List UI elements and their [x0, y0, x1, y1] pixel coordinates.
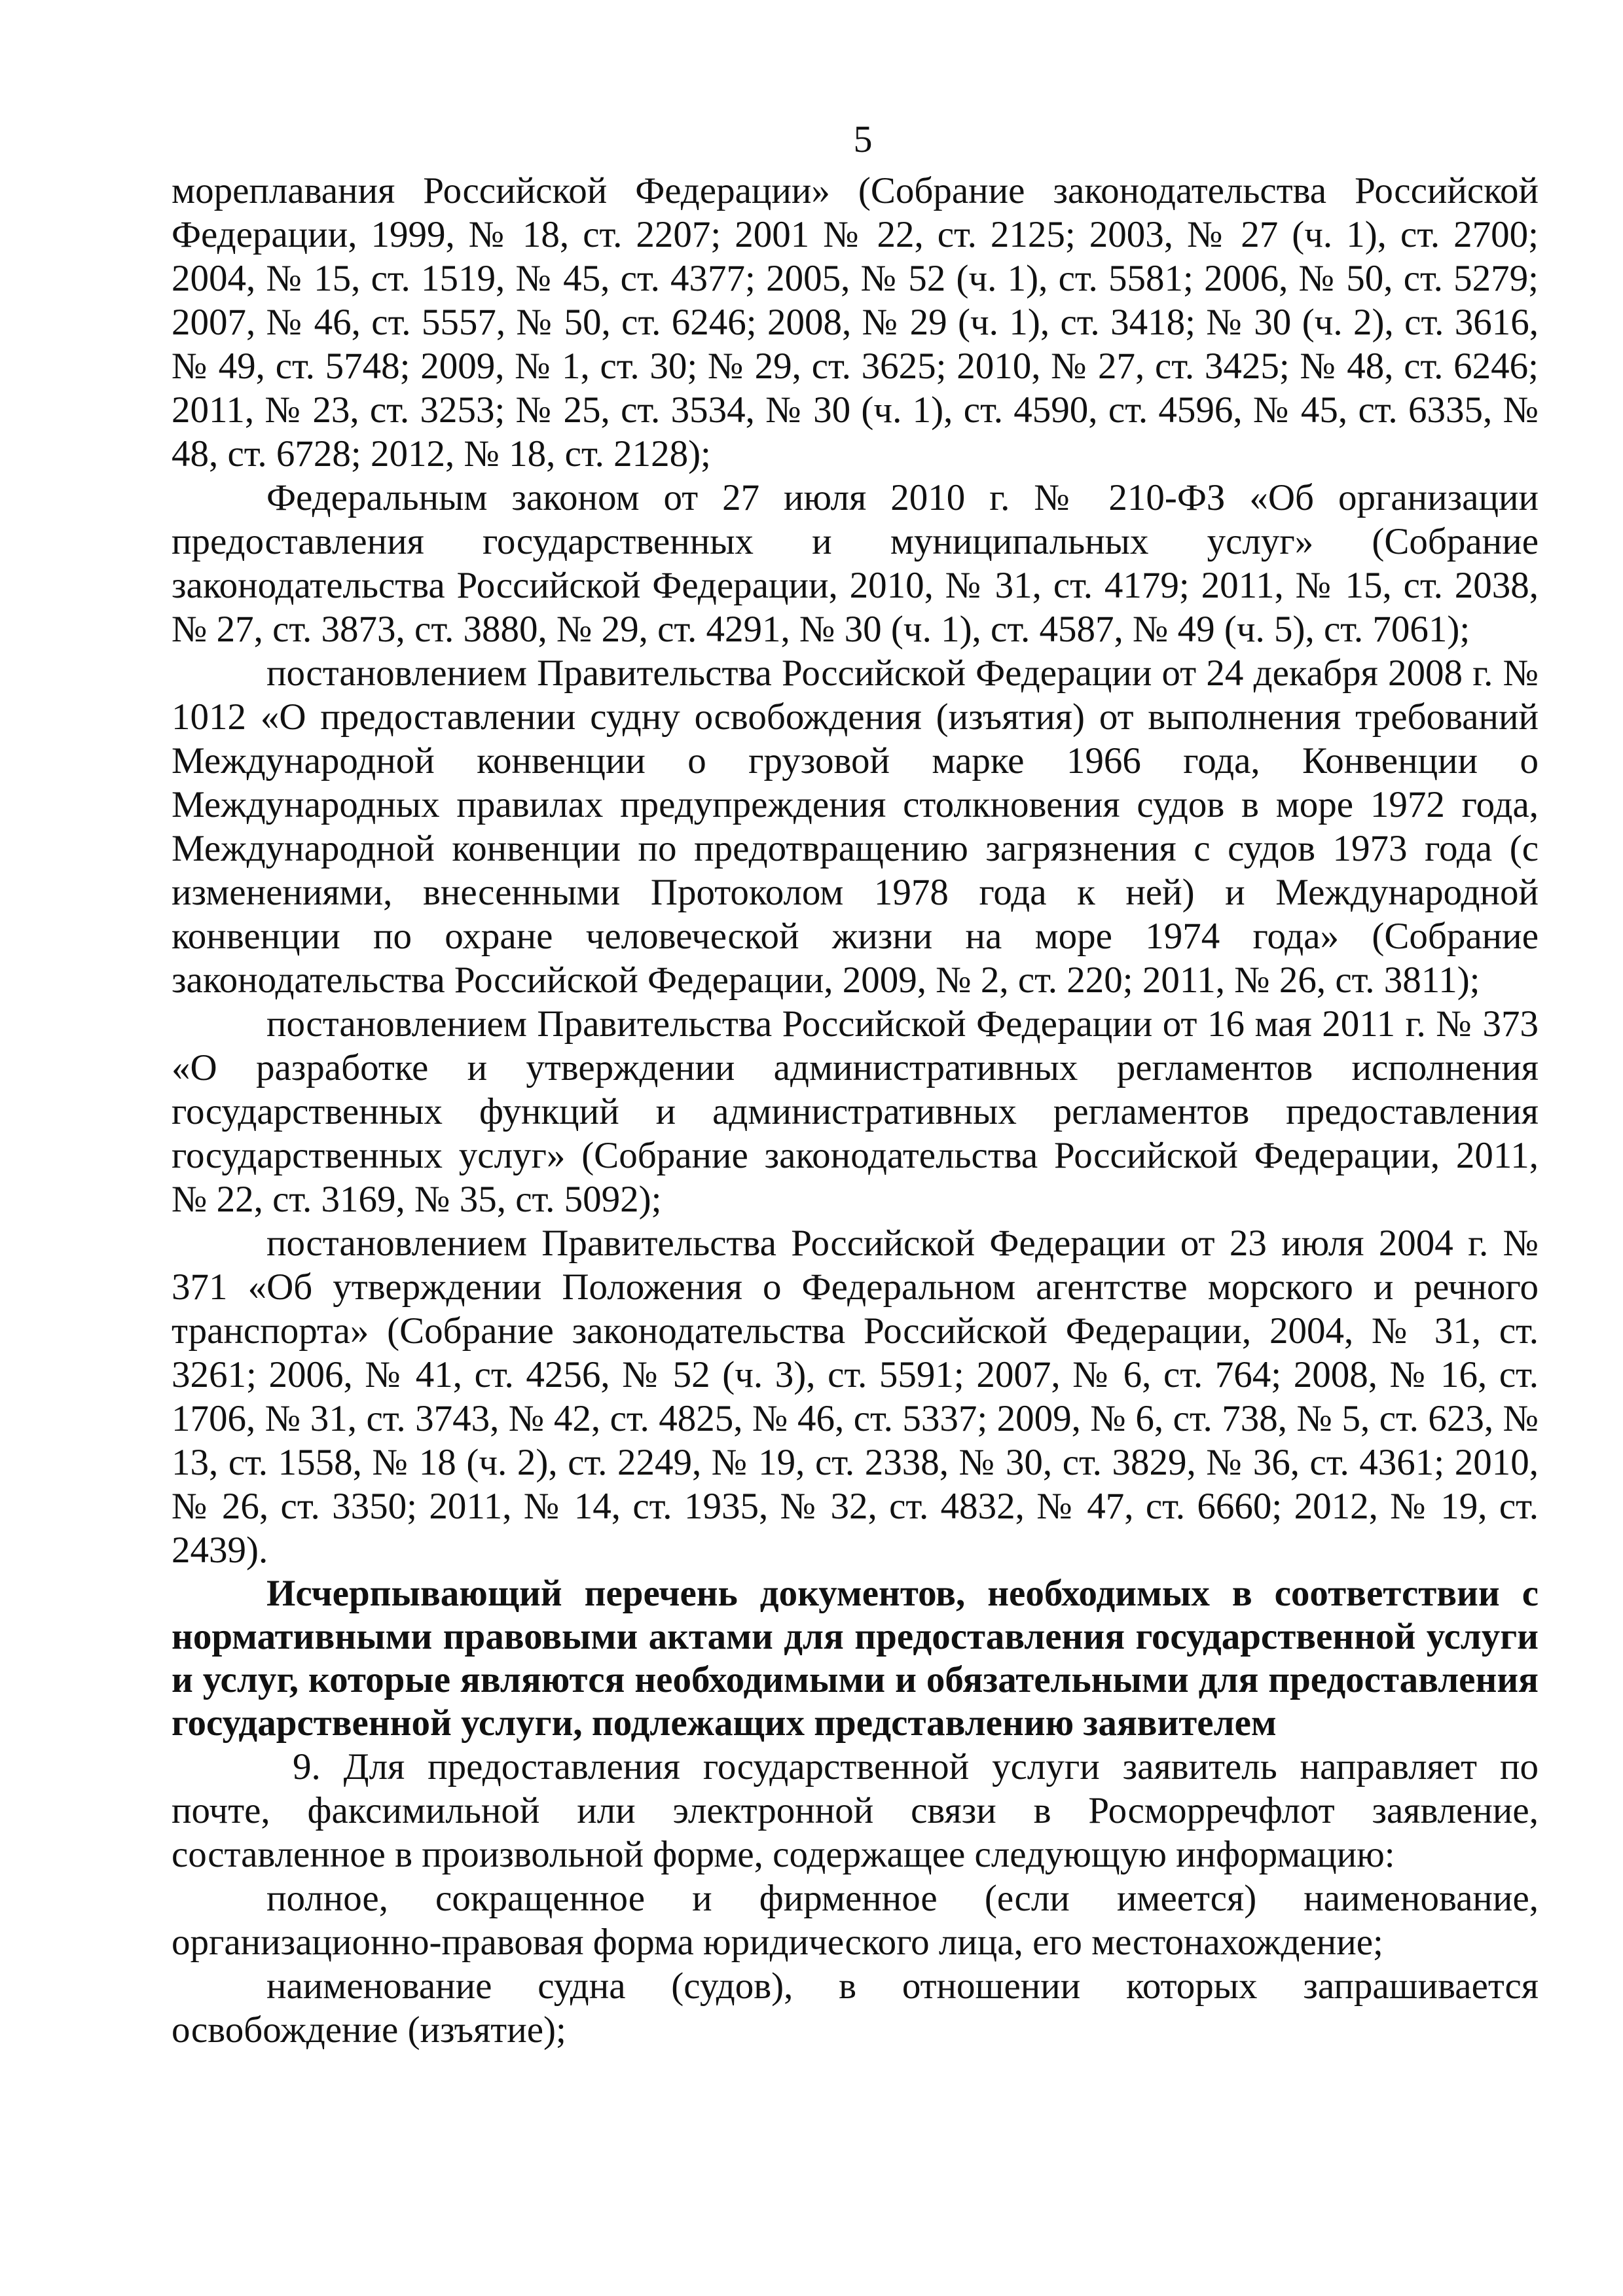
paragraph-resolution-1012: постановлением Правительства Российской Федерации от 24 декабря 2008 г. № 1012 «О предоставлении судну освобождения (изъятия) от выполнения требований Международной конвенции о грузовой марке 1966 года, Конвенции о Международных правилах предупреждения столкновения судов в море 1972 года, Международной конвенции по предотвращению загрязнения с судов 1973 года (с изменениями, внесенными Протоколом 1978 года к ней) и Международной конвенции по охране человеческой жизни на море 1974 года» (Собрание законодательства Российской Федерации, 2009, № 2, ст. 220; 2011, № 26, ст. 3811); [172, 653, 1539, 1001]
paragraph-item-9: 9. Для предоставления государственной услуги заявитель направляет по почте, факсимильной или электронной связи в Росморречфлот заявление, составленное в произвольной форме, содержащее следующую информацию: [172, 1746, 1539, 1875]
page-number: 5 [853, 118, 873, 160]
paragraph-resolution-373: постановлением Правительства Российской Федерации от 16 мая 2011 г. № 373 «О разработке и утверждении административных регламентов исполнения государственных функций и административных регламентов предоставления государственных услуг» (Собрание законодательства Российской Федерации, 2011, № 22, ст. 3169, № 35, ст. 5092); [172, 1003, 1539, 1220]
document-body [172, 169, 1539, 2052]
paragraph-continued-law-list: мореплавания Российской Федерации» (Собрание законодательства Российской Федерации, 1999, № 18, ст. 2207; 2001 № 22, ст. 2125; 2003, № 27 (ч. 1), ст. 2700; 2004, № 15, ст. 1519, № 45, ст. 4377; 2005, № 52 (ч. 1), ст. 5581; 2006, № 50, ст. 5279; 2007, № 46, ст. 5557, № 50, ст. 6246; 2008, № 29 (ч. 1), ст. 3418; № 30 (ч. 2), ст. 3616, № 49, ст. 5748; 2009, № 1, ст. 30; № 29, ст. 3625; 2010, № 27, ст. 3425; № 48, ст. 6246; 2011, № 23, ст. 3253; № 25, ст. 3534, № 30 (ч. 1), ст. 4590, ст. 4596, № 45, ст. 6335, № 48, ст. 6728; 2012, № 18, ст. 2128); [172, 170, 1539, 475]
section-heading-documents-list: Исчерпывающий перечень документов, необходимых в соответствии с нормативными правовыми актами для предоставления государственной услуги и услуг, которые являются необходимыми и обязательными для предоставления государственной услуги, подлежащих представлению заявителем [172, 1573, 1539, 1744]
paragraph-organization-name: полное, сокращенное и фирменное (если имеется) наименование, организационно-правовая форма юридического лица, его местонахождение; [172, 1878, 1539, 1963]
paragraph-federal-law-210: Федеральным законом от 27 июля 2010 г. № 210-ФЗ «Об организации предоставления государственных и муниципальных услуг» (Собрание законодательства Российской Федерации, 2010, № 31, ст. 4179; 2011, № 15, ст. 2038, № 27, ст. 3873, ст. 3880, № 29, ст. 4291, № 30 (ч. 1), ст. 4587, № 49 (ч. 5), ст. 7061); [172, 477, 1539, 650]
paragraph-resolution-371: постановлением Правительства Российской Федерации от 23 июля 2004 г. № 371 «Об утверждении Положения о Федеральном агентстве морского и речного транспорта» (Собрание законодательства Российской Федерации, 2004, № 31, ст. 3261; 2006, № 41, ст. 4256, № 52 (ч. 3), ст. 5591; 2007, № 6, ст. 764; 2008, № 16, ст. 1706, № 31, ст. 3743, № 42, ст. 4825, № 46, ст. 5337; 2009, № 6, ст. 738, № 5, ст. 623, № 13, ст. 1558, № 18 (ч. 2), ст. 2249, № 19, ст. 2338, № 30, ст. 3829, № 36, ст. 4361; 2010, № 26, ст. 3350; 2011, № 14, ст. 1935, № 32, ст. 4832, № 47, ст. 6660; 2012, № 19, ст. 2439). [172, 1223, 1539, 1571]
paragraph-vessel-name: наименование судна (судов), в отношении которых запрашивается освобождение (изъятие); [172, 1965, 1539, 2051]
